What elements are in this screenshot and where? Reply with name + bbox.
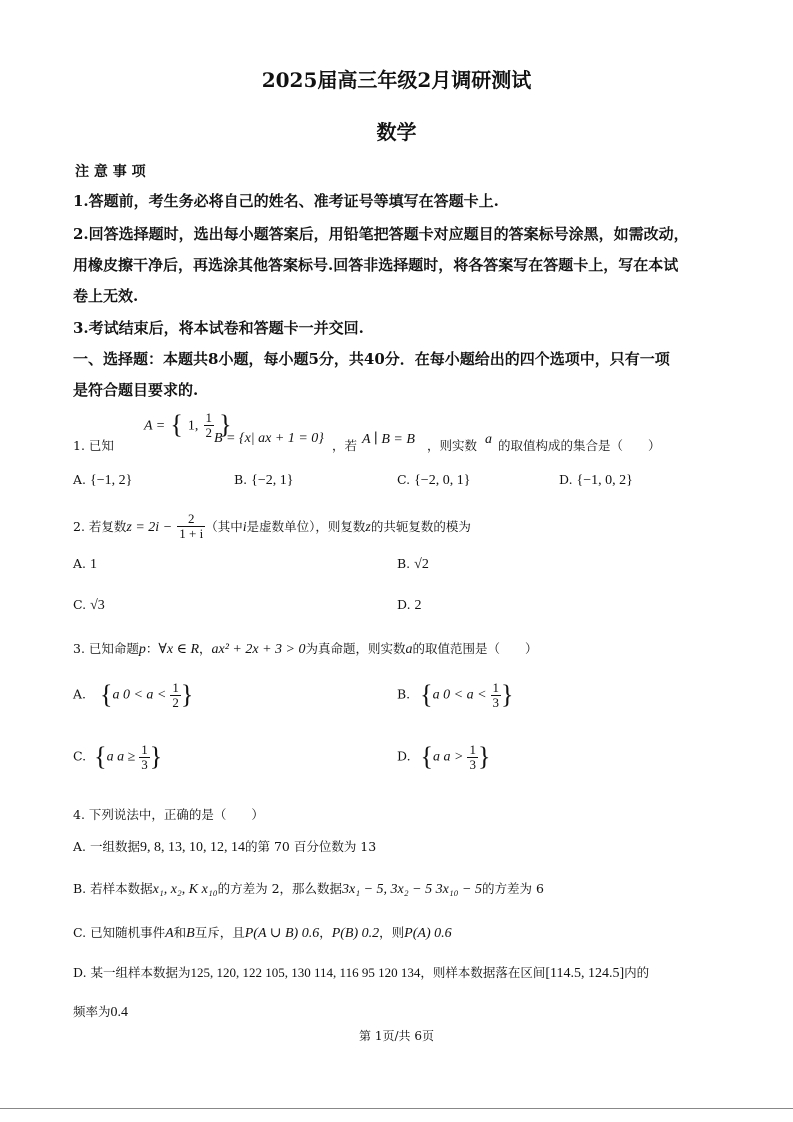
q2-option-a: A. 1	[73, 556, 97, 572]
q1-brace-right: }	[219, 410, 232, 439]
q4-option-d: D. 某一组样本数据为125, 120, 122 105, 130 114, 116 95 120 134，则样本数据落在区间[114.5, 124.5]内的	[73, 965, 650, 981]
q1-option-d: D. {−1, 0, 2}	[559, 472, 633, 488]
q3-stem: 3. 已知命题p：∀x ∈ R，ax² + 2x + 3 > 0为真命题，则实数a的取值范围是（ ）	[73, 641, 538, 657]
q4-option-c: C. 已知随机事件A和B互斥，且P(A ∪ B) 0.6，P(B) 0.2，则P(A) 0.6	[73, 925, 452, 941]
q1-fraction	[204, 411, 215, 440]
q1-option-a: A. {−1, 2}	[73, 472, 133, 488]
q1-set-a-lhs: A =	[144, 418, 166, 434]
q1-set-b: B = {x| ax + 1 = 0}	[214, 431, 324, 446]
q2-stem: 2. 若复数z = 2i − $\frac{2}{1 + i}$ （其中i是虚数单位），则复数z的共轭复数的模为	[73, 511, 471, 541]
q3-option-b: B. {a 0 < a < $\frac{1}{3}$ }	[397, 679, 514, 710]
q1-frac-den: 2	[205, 424, 213, 440]
bottom-divider	[0, 1108, 793, 1109]
section-heading-cont: 是符合题目要求的.	[73, 381, 199, 399]
q1-frac-num: 1	[205, 409, 213, 425]
notice-heading: 注 意 事 项	[75, 164, 146, 180]
q4-option-b: B. 若样本数据x₁, x₂, K x₁₀的方差为 2，那么数据3x₁ − 5, 3x₂ − 5 3x₁₀ − 5的方差为 6	[73, 881, 544, 897]
q4-option-a: A. 一组数据9, 8, 13, 10, 12, 14的第 70 百分位数为 13	[73, 839, 377, 855]
q1-cond-pre: ，若	[332, 438, 358, 453]
q1-brace-left: {	[170, 410, 183, 439]
q1-condition: A ∣ B = B	[362, 432, 415, 447]
exam-subject: 数学	[376, 120, 417, 144]
q1-option-c: C. {−2, 0, 1}	[397, 472, 471, 488]
q1-tail2: 的取值构成的集合是（ ）	[498, 438, 661, 453]
q3-forall: ∀x ∈ R	[158, 642, 199, 657]
q1-var-a: a	[485, 432, 492, 447]
q1-option-b: B. {−2, 1}	[234, 472, 294, 488]
notice-item-2-end: 卷上无效.	[73, 287, 139, 305]
q2-option-d: D. 2	[397, 597, 422, 613]
q1-tail: ，则实数	[427, 438, 478, 453]
q3-option-d: D. {a a > $\frac{1}{3}$ }	[397, 741, 491, 772]
notice-item-2: 2.回答选择题时，选出每小题答案后，用铅笔把答题卡对应题目的答案标号涂黑，如需改动，	[73, 225, 689, 243]
exam-title: 2025届高三年级2月调研测试	[261, 68, 532, 92]
q1-prefix: 1. 已知	[73, 438, 114, 453]
notice-item-1: 1.答题前，考生务必将自己的姓名、准考证号等填写在答题卡上.	[73, 192, 499, 210]
q3-option-c: C. {a a ≥ $\frac{1}{3}$ }	[73, 741, 163, 772]
q2-option-c: C. √3	[73, 597, 105, 613]
page-footer: 第 1页/共 6页	[359, 1029, 434, 1043]
q4-stem: 4. 下列说法中，正确的是（ ）	[73, 807, 264, 822]
q1-set-a-one: 1,	[187, 418, 199, 434]
q2-fraction: $\frac{2}{1 + i}$	[179, 511, 204, 541]
q3-expr: ax² + 2x + 3 > 0	[211, 642, 306, 657]
q2-option-b: B. √2	[397, 556, 429, 572]
section-heading: 一、选择题：本题共8小题，每小题5分，共40分．在每小题给出的四个选项中，只有一项	[73, 350, 670, 368]
q2-expr: z = 2i −	[126, 520, 173, 535]
notice-item-2-cont: 用橡皮擦干净后，再选涂其他答案标号.回答非选择题时，将各答案写在答题卡上，写在本试	[73, 256, 679, 274]
q3-option-a: A. {a 0 < a < $\frac{1}{2}$ }	[73, 679, 194, 710]
q4-option-d-cont: 频率为0.4	[73, 1004, 129, 1020]
notice-item-3: 3.考试结束后，将本试卷和答题卡一并交回.	[73, 319, 364, 337]
